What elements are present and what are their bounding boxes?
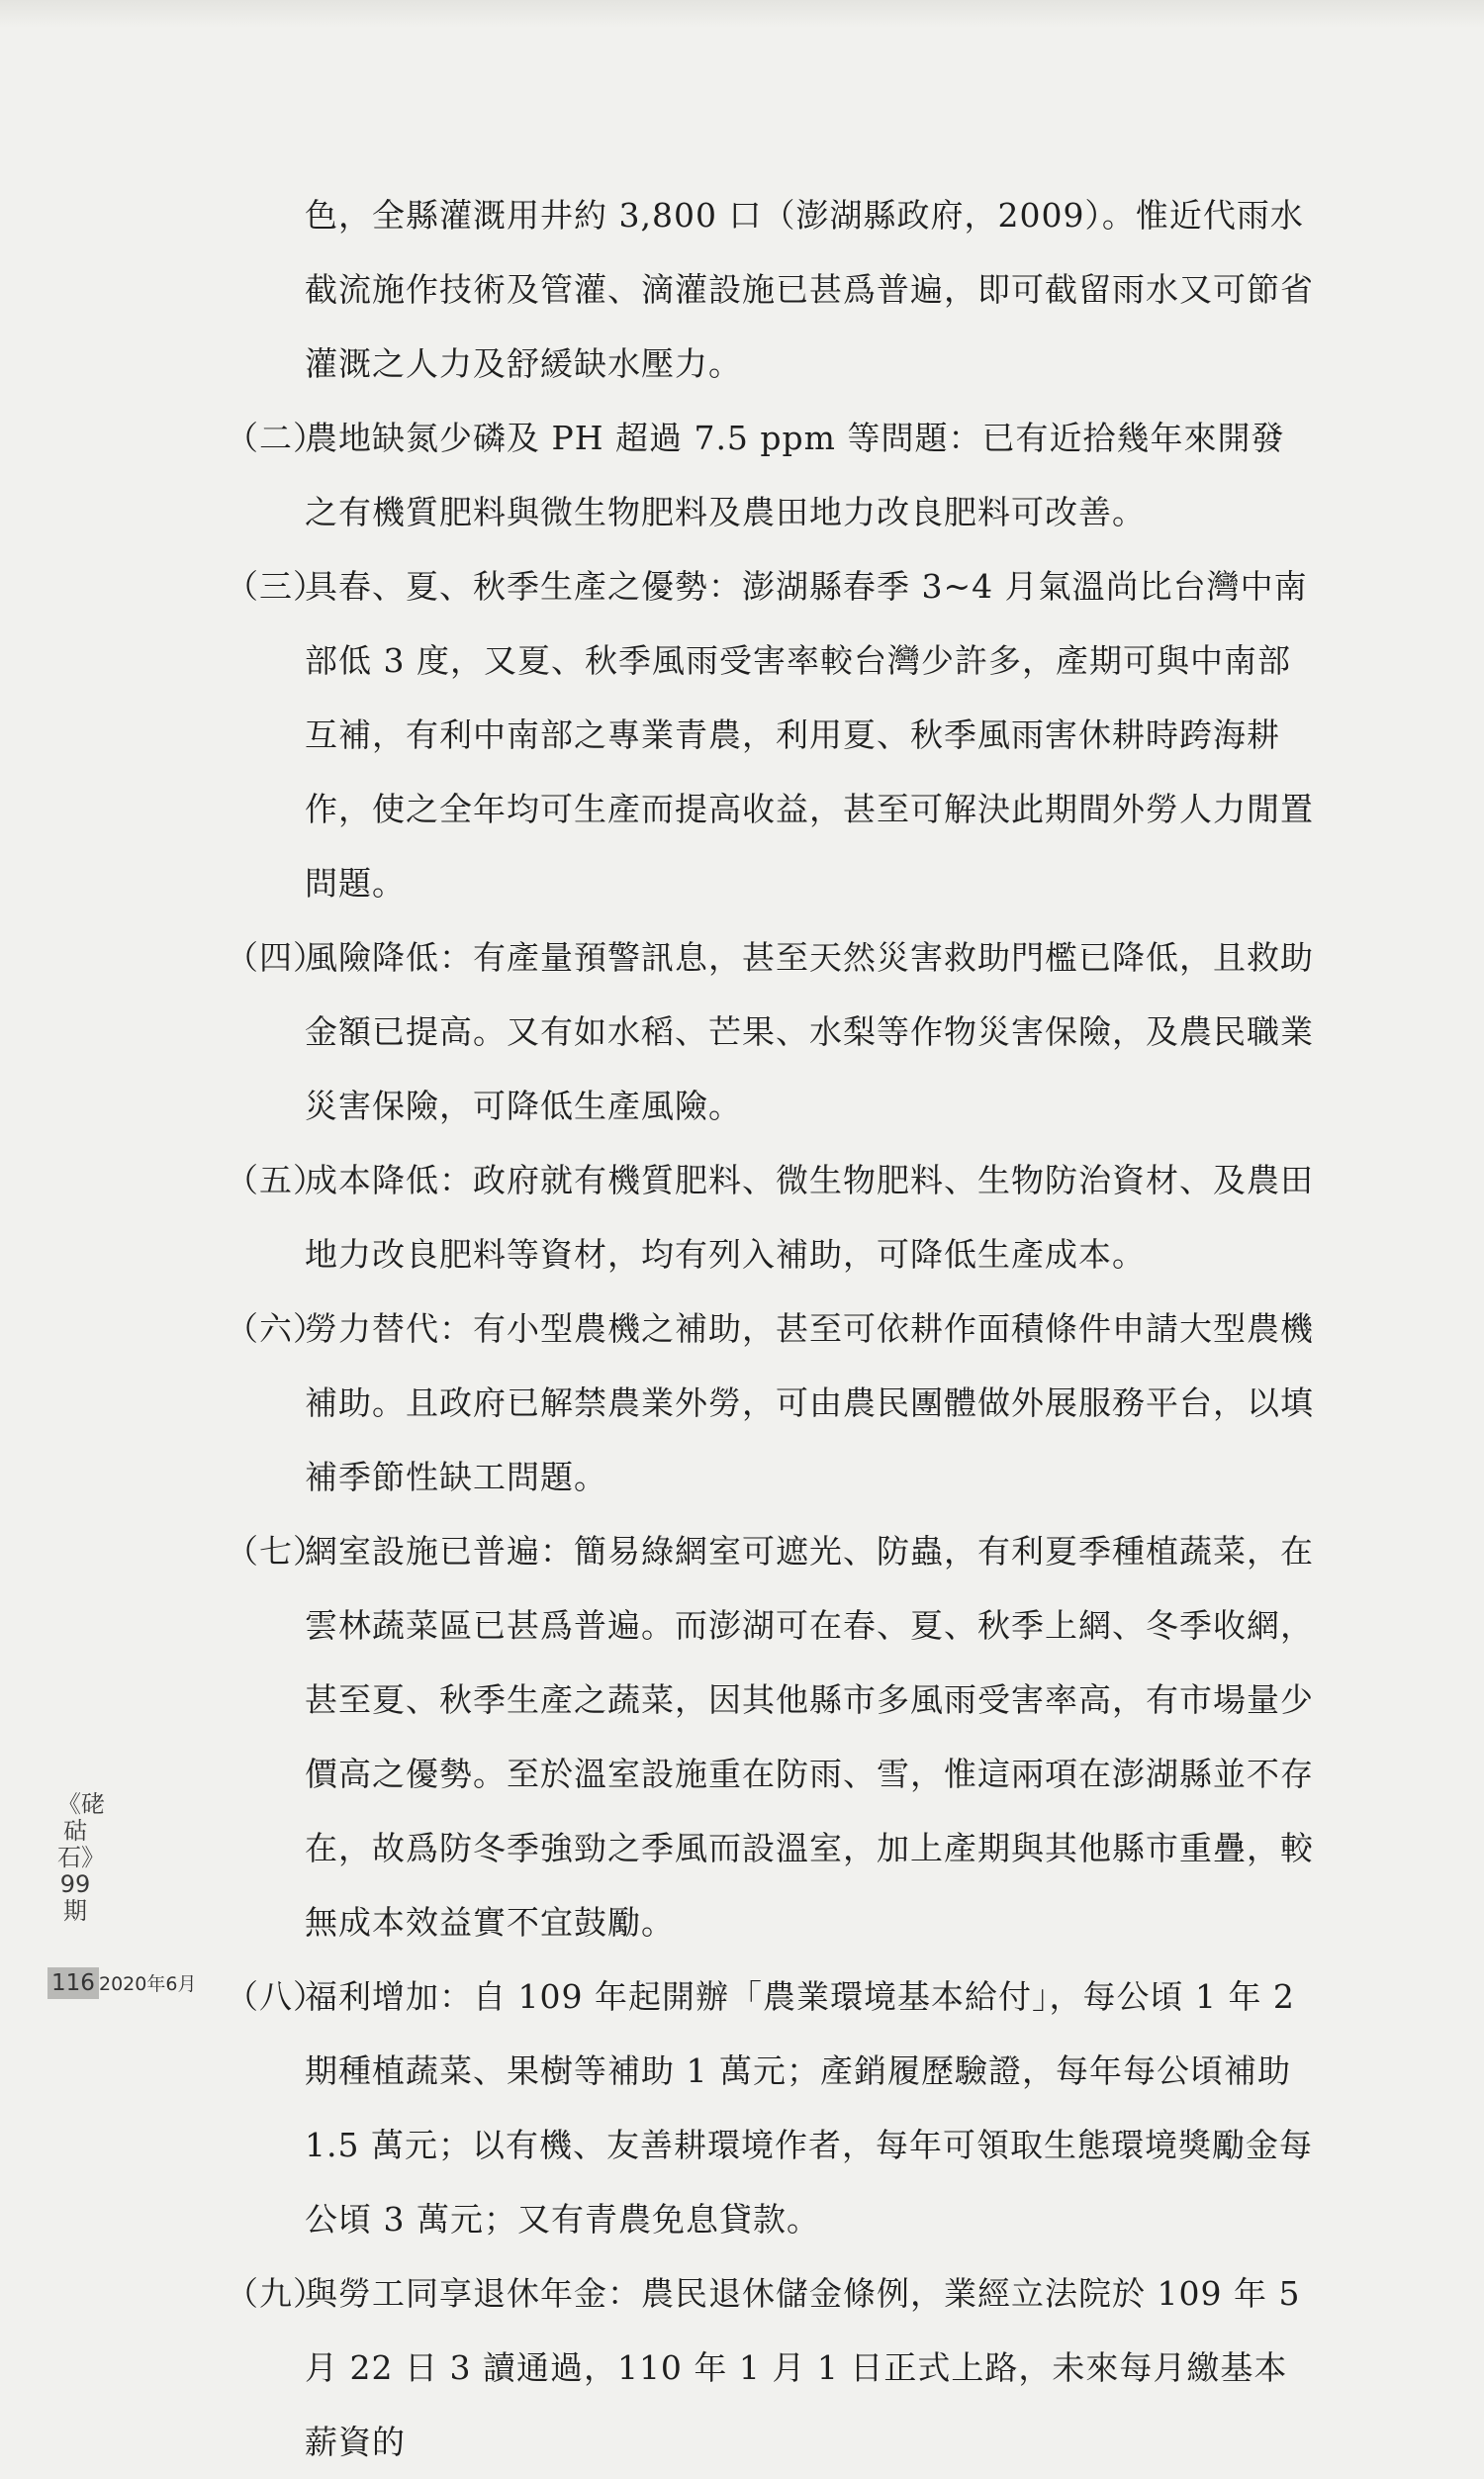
item-label: （二） xyxy=(226,419,326,457)
list-item xyxy=(226,1514,1314,1959)
page-number: 116 xyxy=(47,1967,99,1999)
publication-title: 《硓𥑮石》99期 xyxy=(57,1790,105,1925)
item-label: （八） xyxy=(226,1977,326,2016)
item-text: 勞力替代：有小型農機之補助，甚至可依耕作面積條件申請大型農機補助。且政府已解禁農業外勞，可由農民團體做外展服務平台，以填補季節性缺工問題。 xyxy=(305,1309,1314,1496)
list-item xyxy=(226,401,1314,549)
item-text: 網室設施已普遍：簡易綠網室可遮光、防蟲，有利夏季種植蔬菜，在雲林蔬菜區已甚爲普遍。而澎湖可在春、夏、秋季上網、冬季收網，甚至夏、秋季生產之蔬菜，因其他縣市多風雨受害率高，有市場量少價高之優勢。至於溫室設施重在防雨、雪，惟這兩項在澎湖縣並不存在，故爲防冬季強勁之季風而設溫室，加上產期與其他縣市重疊，較無成本效益實不宜鼓勵。 xyxy=(305,1532,1314,1942)
issue-date: 2020年6月 xyxy=(99,1973,197,1995)
item-label: （四） xyxy=(226,938,326,977)
item-label: （三） xyxy=(226,567,326,606)
item-text: 福利增加：自 109 年起開辦「農業環境基本給付」，每公頃 1 年 2 期種植蔬菜、果樹等補助 1 萬元；產銷履歷驗證，每年每公頃補助 1.5 萬元；以有機、友善耕環境作者，每年可領取生態環境獎勵金每公頃 3 萬元；又有青農免息貸款。 xyxy=(305,1977,1313,2239)
list-item xyxy=(226,1959,1314,2256)
intro-paragraph: 色，全縣灌溉用井約 3,800 口（澎湖縣政府，2009）。惟近代雨水截流施作技術及管灌、滴灌設施已甚爲普遍，即可截留雨水又可節省灌溉之人力及舒緩缺水壓力。 xyxy=(305,196,1314,383)
item-text: 成本降低：政府就有機質肥料、微生物肥料、生物防治資材、及農田地力改良肥料等資材，均有列入補助，可降低生產成本。 xyxy=(305,1161,1314,1274)
list-item xyxy=(226,549,1314,920)
item-text: 農地缺氮少磷及 PH 超過 7.5 ppm 等問題：已有近拾幾年來開發之有機質肥料與微生物肥料及農田地力改良肥料可改善。 xyxy=(305,419,1285,531)
item-text: 具春、夏、秋季生產之優勢：澎湖縣春季 3~4 月氣溫尚比台灣中南部低 3 度，又夏、秋季風雨受害率較台灣少許多，產期可與中南部互補，有利中南部之專業青農，利用夏、秋季風雨害休耕時跨海耕作，使之全年均可生產而提高收益，甚至可解決此期間外勞人力閒置問題。 xyxy=(305,567,1314,903)
list-item xyxy=(226,2256,1314,2479)
list-item xyxy=(226,1291,1314,1514)
item-label: （六） xyxy=(226,1309,326,1348)
item-label: （七） xyxy=(226,1532,326,1571)
item-text: 風險降低：有產量預警訊息，甚至天然災害救助門檻已降低，且救助金額已提高。又有如水稻、芒果、水梨等作物災害保險，及農民職業災害保險，可降低生產風險。 xyxy=(305,938,1314,1125)
article-body xyxy=(226,178,1314,2479)
item-label: （九） xyxy=(226,2274,326,2313)
item-label: （五） xyxy=(226,1161,326,1199)
list-item xyxy=(226,920,1314,1143)
list-item xyxy=(226,1143,1314,1291)
item-text: 與勞工同享退休年金：農民退休儲金條例，業經立法院於 109 年 5 月 22 日 3 讀通過，110 年 1 月 1 日正式上路，未來每月繳基本薪資的 xyxy=(305,2274,1301,2461)
page-top-shadow xyxy=(0,0,1484,28)
